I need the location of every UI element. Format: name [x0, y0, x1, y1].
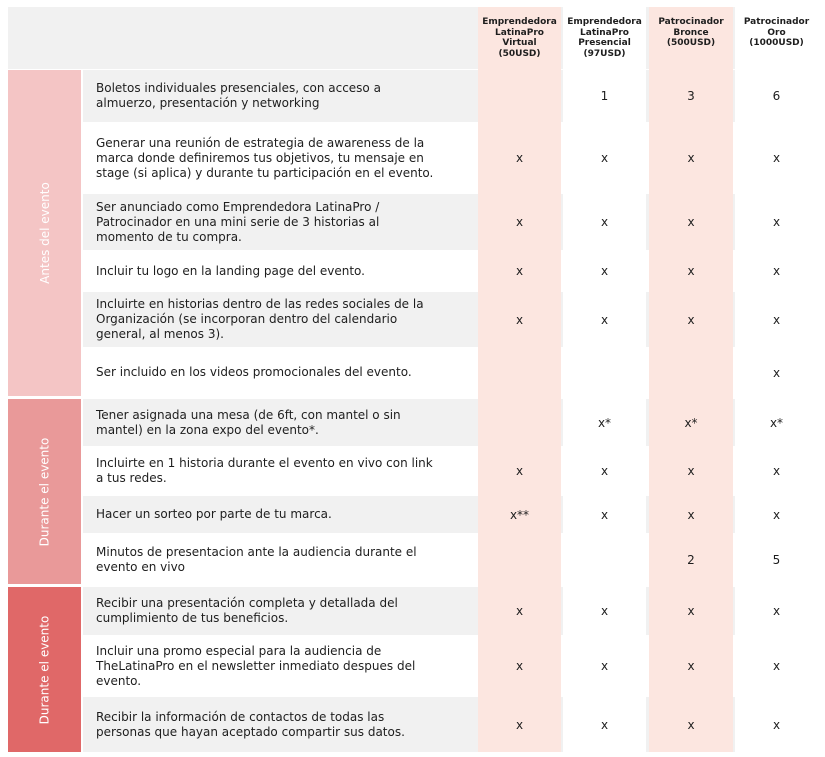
- table-cell: x: [515, 312, 524, 327]
- table-cell: [478, 535, 561, 584]
- table-cell: x: [772, 151, 781, 165]
- table-cell: x*: [684, 415, 698, 430]
- table-cell: x: [772, 604, 781, 618]
- table-cell: x: [515, 151, 524, 165]
- column-header: [735, 7, 818, 69]
- section-label: [8, 399, 81, 584]
- table-cell: [563, 535, 646, 584]
- row-description: Tener asignada una mesa (de 6ft, con mantel o sin mantel) en la zona expo del evento*.: [96, 407, 401, 437]
- table-cell: x: [515, 604, 524, 618]
- row-description: Boletos individuales presenciales, con acceso a almuerzo, presentación y networking: [96, 81, 381, 110]
- section-label: [8, 70, 81, 396]
- table-cell: x: [600, 264, 609, 278]
- table-cell: x*: [769, 415, 784, 430]
- table-cell: x: [687, 659, 695, 673]
- table-cell: x: [600, 659, 609, 673]
- row-description: Recibir la información de contactos de todas las personas que hayan aceptado compartir sus datos.: [96, 709, 405, 739]
- section-label-text: Antes del evento: [37, 182, 52, 284]
- row-description: Ser incluido en los videos promocionales del evento.: [96, 365, 412, 379]
- table-cell: x: [772, 717, 781, 732]
- section-label-text: Durante el evento: [37, 615, 52, 724]
- table-cell: [478, 399, 561, 446]
- column-header: [563, 7, 646, 69]
- table-cell: x: [515, 215, 524, 229]
- table-cell: [563, 349, 646, 396]
- table-cell: x: [600, 604, 609, 618]
- table-cell: x: [772, 659, 781, 673]
- table-cell: x: [772, 312, 781, 327]
- table-cell: x: [687, 507, 695, 522]
- table-cell: x**: [509, 507, 530, 522]
- table-cell: x: [772, 215, 781, 229]
- row-description: Incluir una promo especial para la audiencia de TheLatinaPro en el newsletter inmediato despues del evento.: [96, 643, 416, 688]
- column-header: [478, 7, 561, 69]
- row-description: Minutos de presentacion ante la audiencia durante el evento en vivo: [96, 544, 417, 574]
- table-cell: x: [772, 365, 781, 380]
- table-cell: [478, 349, 561, 396]
- row-description: Recibir una presentación completa y detallada del cumplimiento de tus beneficios.: [96, 596, 398, 625]
- table-cell: x: [600, 312, 609, 327]
- table-cell: x: [687, 717, 695, 732]
- column-header-label: Patrocinador Oro (1000USD): [743, 17, 810, 48]
- table-cell: x: [687, 264, 695, 278]
- table-cell: x: [515, 659, 524, 673]
- row-description: Incluirte en historias dentro de las redes sociales de la Organización (se incorporan dentro del calendario general, al menos 3).: [96, 297, 424, 341]
- table-cell: 1: [600, 89, 609, 103]
- table-cell: x: [515, 464, 524, 478]
- column-header-label: Emprendedora LatinaPro Virtual (50USD): [482, 17, 557, 59]
- table-cell: x: [600, 215, 609, 229]
- row-description: Incluir tu logo en la landing page del evento.: [96, 263, 365, 278]
- section-label: [8, 587, 81, 752]
- table-cell: x: [515, 717, 524, 732]
- row-description: Incluirte en 1 historia durante el evento en vivo con link a tus redes.: [96, 456, 433, 485]
- table-cell: x: [687, 312, 695, 327]
- table-cell: x: [772, 507, 781, 522]
- table-cell: x: [600, 151, 609, 165]
- table-cell: 2: [687, 552, 695, 567]
- table-cell: 6: [772, 89, 781, 103]
- column-header: [649, 7, 733, 69]
- column-header-label: Patrocinador Bronce (500USD): [658, 17, 724, 48]
- table-cell: x: [600, 507, 609, 522]
- row-description: Generar una reunión de estrategia de awareness de la marca donde definiremos tus objetivos, tu mensaje en stage (si aplica) y durante tu participación en el evento.: [96, 135, 434, 180]
- table-cell: x: [687, 215, 695, 229]
- table-cell: x: [600, 717, 609, 732]
- row-description: Ser anunciado como Emprendedora LatinaPro / Patrocinador en una mini serie de 3 historias al momento de tu compra.: [96, 199, 380, 244]
- table-cell: x: [772, 264, 781, 278]
- table-cell: x: [772, 464, 781, 478]
- column-header-label: Emprendedora LatinaPro Presencial (97USD): [567, 17, 642, 59]
- table-cell: x: [687, 151, 695, 165]
- row-description: Hacer un sorteo por parte de tu marca.: [96, 507, 332, 521]
- table-cell: x: [687, 604, 695, 618]
- section-label-text: Durante el evento: [37, 437, 52, 546]
- table-cell: x*: [597, 415, 612, 430]
- table-cell: 5: [772, 552, 781, 567]
- table-cell: [649, 349, 733, 396]
- table-cell: x: [687, 464, 695, 478]
- table-cell: 3: [687, 89, 695, 103]
- table-cell: x: [600, 464, 609, 478]
- table-cell: [478, 70, 561, 122]
- table-cell: x: [515, 264, 524, 278]
